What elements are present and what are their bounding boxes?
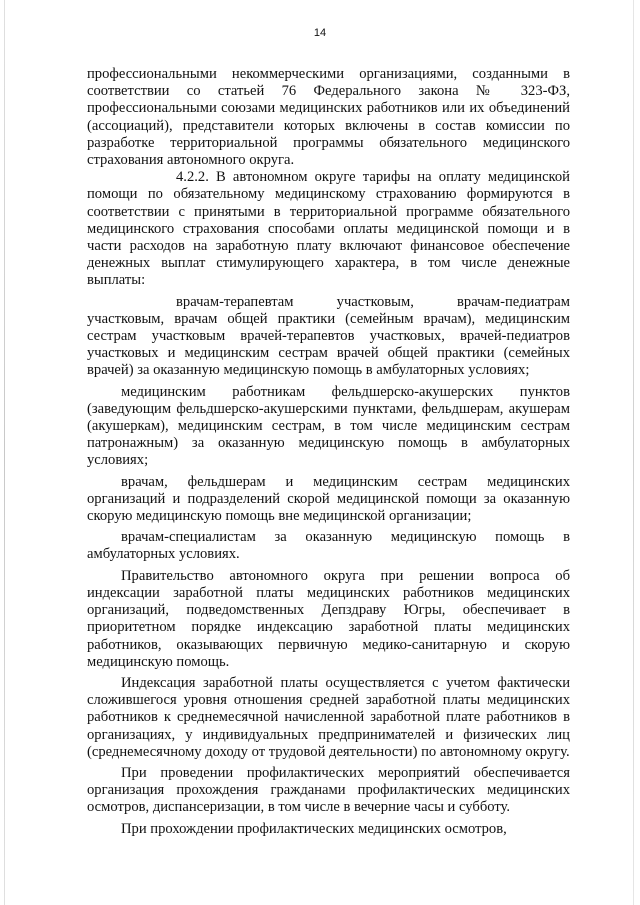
page-number: 14 [313,27,327,39]
paragraph-preventive-measures: При проведении профилактических мероприятий обеспечивается организация прохождения гражданами профилактических медицинских осмотров, диспансеризации, в том числе в вечерние часы и субботу. [87,764,570,816]
document-body [87,66,570,838]
list-item-therapists: врачам-терапевтам участковым, врачам-педиатрам участковым, врачам общей практики (семейным врачам), медицинским сестрам участковым врачей-терапевтов участковых, врачей-педиатров участковых и медицинским сестрам врачей общей практики (семейных врачей) за оказанную медицинскую помощь в амбулаторных условиях; [87,293,570,379]
scan-edge-right [633,0,634,905]
paragraph-continuation: профессиональными некоммерческими организациями, созданными в соответствии со статьей 76 Федерального закона № 323-ФЗ, профессиональными союзами медицинских работников или их объединений (ассоциаций), представители которых включены в состав комиссии по разработке территориальной программы обязательного медицинского страхования автономного округа. [87,66,570,169]
list-item-emergency: врачам, фельдшерам и медицинским сестрам медицинских организаций и подразделений скорой медицинской помощи за оказанную скорую медицинскую помощь вне медицинской организации; [87,473,570,525]
paragraph-4-2-2: 4.2.2. В автономном округе тарифы на оплату медицинской помощи по обязательному медицинскому страхованию формируются в соответствии с принятыми в территориальной программе обязательного медицинского страхования способами оплаты медицинской помощи и в части расходов на заработную плату включают финансовое обеспечение денежных выплат стимулирующего характера, в том числе денежные выплаты: [87,169,570,289]
list-item-feldsher-points: медицинским работникам фельдшерско-акушерских пунктов (заведующим фельдшерско-акушерскими пунктами, фельдшерам, акушерам (акушеркам), медицинским сестрам, в том числе медицинским сестрам патронажным) за оказанную медицинскую помощь в амбулаторных условиях; [87,383,570,469]
scan-edge-left [4,0,5,905]
paragraph-preventive-exams: При прохождении профилактических медицинских осмотров, [121,820,507,837]
list-item-specialists: врачам-специалистам за оказанную медицинскую помощь в амбулаторных условиях. [87,529,570,563]
paragraph-government-indexation: Правительство автономного округа при решении вопроса об индексации заработной платы медицинских работников медицинских организаций, подведомственных Депздраву Югры, обеспечивает в приоритетном порядке индексацию заработной платы медицинских работников, оказывающих первичную медико-санитарную и скорую медицинскую помощь. [87,567,570,670]
paragraph-indexation-basis: Индексация заработной платы осуществляется с учетом фактически сложившегося уровня отношения средней заработной платы медицинских работников к среднемесячной начисленной заработной плате работников в организациях, у индивидуальных предпринимателей и физических лиц (среднемесячному доходу от трудовой деятельности) по автономному округу. [87,674,570,760]
